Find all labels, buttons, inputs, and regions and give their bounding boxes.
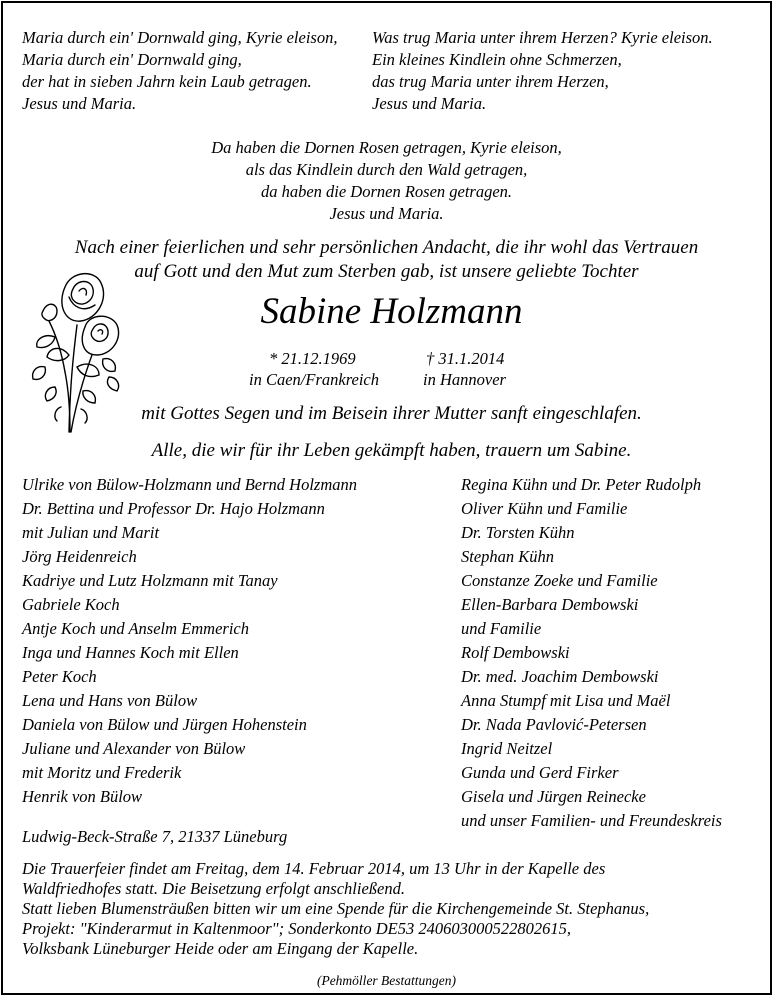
list-item: Dr. Nada Pavlović-Petersen [461,715,647,734]
list-item: Ellen-Barbara Dembowski [461,595,639,614]
verse-line: da haben die Dornen Rosen getragen. [260,182,513,201]
mourners-right [461,473,722,833]
address: Ludwig-Beck-Straße 7, 21337 Lüneburg [22,827,288,846]
list-item: Inga und Hannes Koch mit Ellen [22,643,239,662]
list-item: Daniela von Bülow und Jürgen Hohenstein [22,715,307,734]
list-item: Lena und Hans von Bülow [22,691,198,710]
list-item: Antje Koch und Anselm Emmerich [22,619,249,638]
death-date: † 31.1.2014 [426,349,505,368]
list-item: Regina Kühn und Dr. Peter Rudolph [461,475,702,494]
list-item: Henrik von Bülow [22,787,143,806]
verse-line: der hat in sieben Jahrn kein Laub getragen. [22,72,312,91]
verse-line: Jesus und Maria. [372,94,487,113]
list-item: Stephan Kühn [461,547,555,566]
list-item: Gabriele Koch [22,595,120,614]
notice-line: Die Trauerfeier findet am Freitag, dem 14. Februar 2014, um 13 Uhr in der Kapelle des [22,859,606,878]
list-item: und unser Familien- und Freundeskreis [461,811,722,830]
verse-left [22,27,337,115]
birth-date: * 21.12.1969 [269,349,356,368]
list-item: und Familie [461,619,542,638]
death-place: in Hannover [423,370,506,389]
verse-line: Was trug Maria unter ihrem Herzen? Kyrie eleison. [372,28,713,47]
notice-line: Waldfriedhofes statt. Die Beisetzung erfolgt anschließend. [22,879,405,898]
mourn-line: Alle, die wir für ihr Leben gekämpft haben, trauern um Sabine. [151,440,632,461]
birth-place: in Caen/Frankreich [249,370,379,389]
deceased-name: Sabine Holzmann [260,291,523,332]
verse-line: Maria durch ein' Dornwald ging, [22,50,242,69]
death-info [423,348,506,390]
list-item: Kadriye und Lutz Holzmann mit Tanay [22,571,278,590]
list-item: Ingrid Neitzel [461,739,553,758]
list-item: Dr. Torsten Kühn [461,523,575,542]
verse-right [372,27,713,115]
list-item: Constanze Zoeke und Familie [461,571,658,590]
list-item: mit Julian und Marit [22,523,160,542]
list-item: Juliane und Alexander von Bülow [22,739,246,758]
notice-line: Volksbank Lüneburger Heide oder am Eingang der Kapelle. [22,939,419,958]
verse-line: als das Kindlein durch den Wald getragen, [245,160,528,179]
list-item: Peter Koch [22,667,97,686]
intro-line: Nach einer feierlichen und sehr persönlichen Andacht, die ihr wohl das Vertrauen [74,237,699,258]
notice-line: Statt lieben Blumensträußen bitten wir um eine Spende für die Kirchengemeinde St. Stephanus, [22,899,650,918]
list-item: Dr. med. Joachim Dembowski [461,667,659,686]
verse-line: das trug Maria unter ihrem Herzen, [372,72,609,91]
undertaker: (Pehmöller Bestattungen) [316,973,457,988]
list-item: Ulrike von Bülow-Holzmann und Bernd Holzmann [22,475,358,494]
list-item: Jörg Heidenreich [22,547,137,566]
verse-line: Da haben die Dornen Rosen getragen, Kyrie eleison, [211,138,562,157]
verse-line: Ein kleines Kindlein ohne Schmerzen, [372,50,622,69]
slept-line: mit Gottes Segen und im Beisein ihrer Mutter sanft eingeschlafen. [141,403,642,424]
intro-line: auf Gott und den Mut zum Sterben gab, ist unsere geliebte Tochter [134,261,639,282]
obituary-notice [1,1,772,995]
verse-line: Jesus und Maria. [22,94,137,113]
list-item: Oliver Kühn und Familie [461,499,628,518]
funeral-notice [22,859,649,959]
list-item: mit Moritz und Frederik [22,763,182,782]
list-item: Rolf Dembowski [461,643,570,662]
birth-info [249,348,379,390]
verse-center [3,137,770,225]
list-item: Gunda und Gerd Firker [461,763,619,782]
list-item: Dr. Bettina und Professor Dr. Hajo Holzmann [22,499,325,518]
mourners-left [22,473,357,809]
verse-line: Maria durch ein' Dornwald ging, Kyrie eleison, [22,28,338,47]
list-item: Gisela und Jürgen Reinecke [461,787,646,806]
list-item: Anna Stumpf mit Lisa und Maël [461,691,671,710]
verse-line: Jesus und Maria. [329,204,444,223]
notice-line: Projekt: "Kinderarmut in Kaltenmoor"; Sonderkonto DE53 240603000522802615, [22,919,571,938]
